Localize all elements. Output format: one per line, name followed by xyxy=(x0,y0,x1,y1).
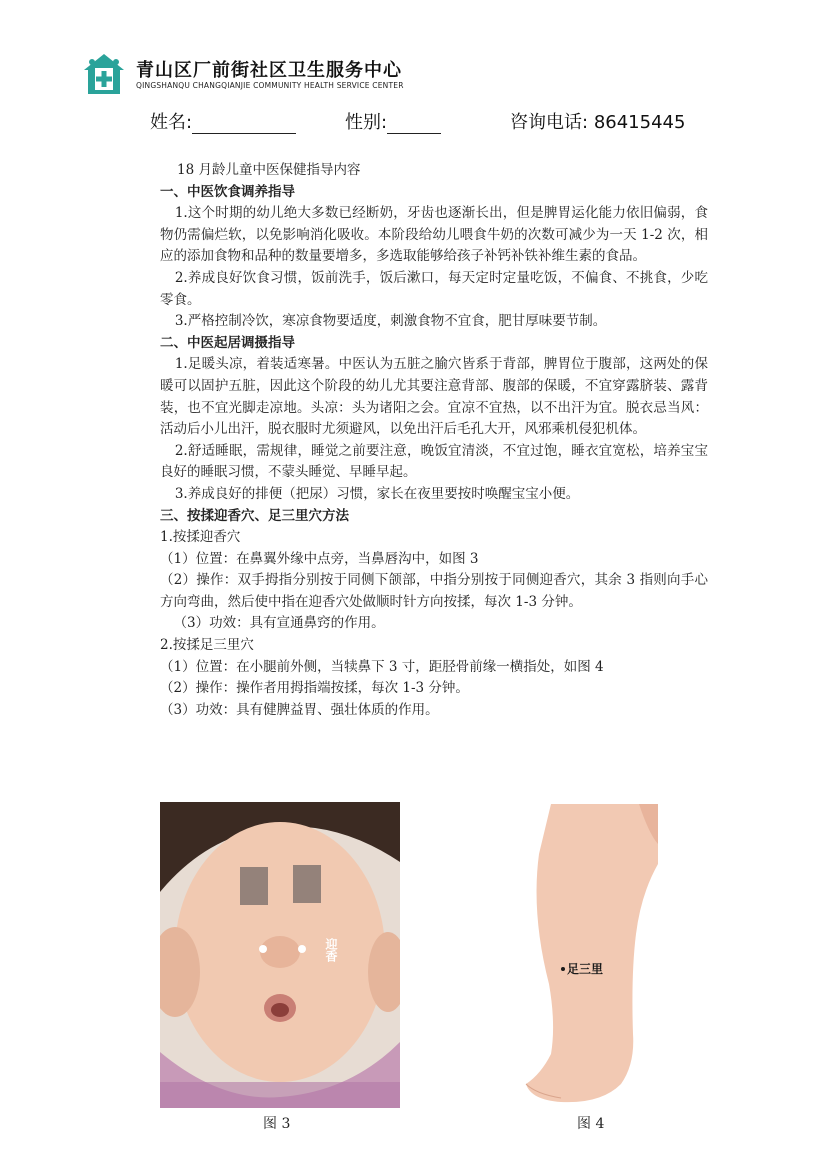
figure-4-leg xyxy=(521,804,658,1106)
paragraph: 1.这个时期的幼儿绝大多数已经断奶，牙齿也逐渐长出，但是脾胃运化能力依旧偏弱，食物仍需偏烂软，以免影响消化吸收。本阶段给幼儿喂食牛奶的次数可减少为一天 1-2 次，相应的添加食物和品种的数量要增多，多选取能够给孩子补钙补铁补维生素的食品。 xyxy=(160,205,708,265)
doc-title: 18 月龄儿童中医保健指导内容 xyxy=(177,162,361,178)
zusanli-label: 足三里 xyxy=(567,962,604,976)
name-blank[interactable] xyxy=(192,115,296,134)
zusanli-point-icon xyxy=(561,967,565,971)
gender-field xyxy=(345,108,441,134)
section-heading-daily-life: 二、中医起居调摄指导 xyxy=(160,334,295,351)
list-item: （3）功效：具有宣通鼻窍的作用。 xyxy=(173,615,385,632)
gender-label: 性别: xyxy=(345,112,388,133)
paragraph: 3.严格控制冷饮，寒凉食物要适度，刺激食物不宜食，肥甘厚味要节制。 xyxy=(174,313,607,330)
paragraph: 2.养成良好饮食习惯，饭前洗手，饭后漱口，每天定时定量吃饭，不偏食、不挑食，少吃零食。 xyxy=(160,269,708,308)
document-body xyxy=(160,160,708,721)
child-face-illustration xyxy=(160,802,400,1108)
section-heading-diet: 一、中医饮食调养指导 xyxy=(160,183,295,200)
gender-blank[interactable] xyxy=(387,115,441,134)
paragraph: 1.足暖头凉，着装适寒暑。中医认为五脏之腧穴皆系于背部，脾胃位于腹部，这两处的保暖可以固护五脏，因此这个阶段的幼儿尤其要注意背部、腹部的保暖，不宜穿露脐装、露背装，也不宜光脚走凉地。头凉：头为诸阳之会。宜凉不宜热，以不出汗为宜。脱衣忌当风：活动后小儿出汗，脱衣服时尤须避风，以免出汗后毛孔大开，风邪乘机侵犯机体。 xyxy=(160,356,708,438)
list-item: （2）操作：操作者用拇指端按揉，每次 1-3 分钟。 xyxy=(160,680,469,697)
subsection-zusanli: 2.按揉足三里穴 xyxy=(160,637,254,654)
house-cross-logo-icon xyxy=(82,52,126,96)
info-fields xyxy=(150,108,710,138)
phone-field xyxy=(510,108,685,134)
org-name-en: QINGSHANQU CHANGQIANJIE COMMUNITY HEALTH SERVICE CENTER xyxy=(136,81,404,90)
figure-3-caption: 图 3 xyxy=(263,1116,291,1132)
figure-4-caption: 图 4 xyxy=(577,1116,605,1132)
paragraph: 2.舒适睡眠，需规律，睡觉之前要注意，晚饭宜清淡，不宜过饱，睡衣宜宽松，培养宝宝良好的睡眠习惯，不蒙头睡觉、早睡早起。 xyxy=(160,442,708,481)
list-item: （1）位置：在小腿前外侧，当犊鼻下 3 寸，距胫骨前缘一横指处，如图 4 xyxy=(160,658,604,675)
header xyxy=(82,52,642,98)
paragraph: 3.养成良好的排便（把尿）习惯，家长在夜里要按时唤醒宝宝小便。 xyxy=(174,485,580,502)
list-item: （2）操作：双手拇指分别按于同侧下颌部，中指分别按于同侧迎香穴，其余 3 指则向手心方向弯曲，然后使中指在迎香穴处做顺时针方向按揉，每次 1-3 分钟。 xyxy=(160,572,708,610)
yingxiang-label: 迎香 xyxy=(324,938,338,962)
subsection-yingxiang: 1.按揉迎香穴 xyxy=(160,529,241,546)
name-label: 姓名: xyxy=(150,112,193,133)
name-field xyxy=(150,108,296,134)
leg-illustration xyxy=(521,804,658,1106)
section-heading-massage: 三、按揉迎香穴、足三里穴方法 xyxy=(160,507,349,524)
figure-3-child-face xyxy=(160,802,400,1108)
phone-value: 86415445 xyxy=(593,112,686,133)
phone-label: 咨询电话: xyxy=(510,112,589,133)
org-name-cn: 青山区厂前街社区卫生服务中心 xyxy=(136,60,402,81)
list-item: （1）位置：在鼻翼外缘中点旁，当鼻唇沟中，如图 3 xyxy=(160,550,479,567)
list-item: （3）功效：具有健脾益胃、强壮体质的作用。 xyxy=(160,701,439,718)
